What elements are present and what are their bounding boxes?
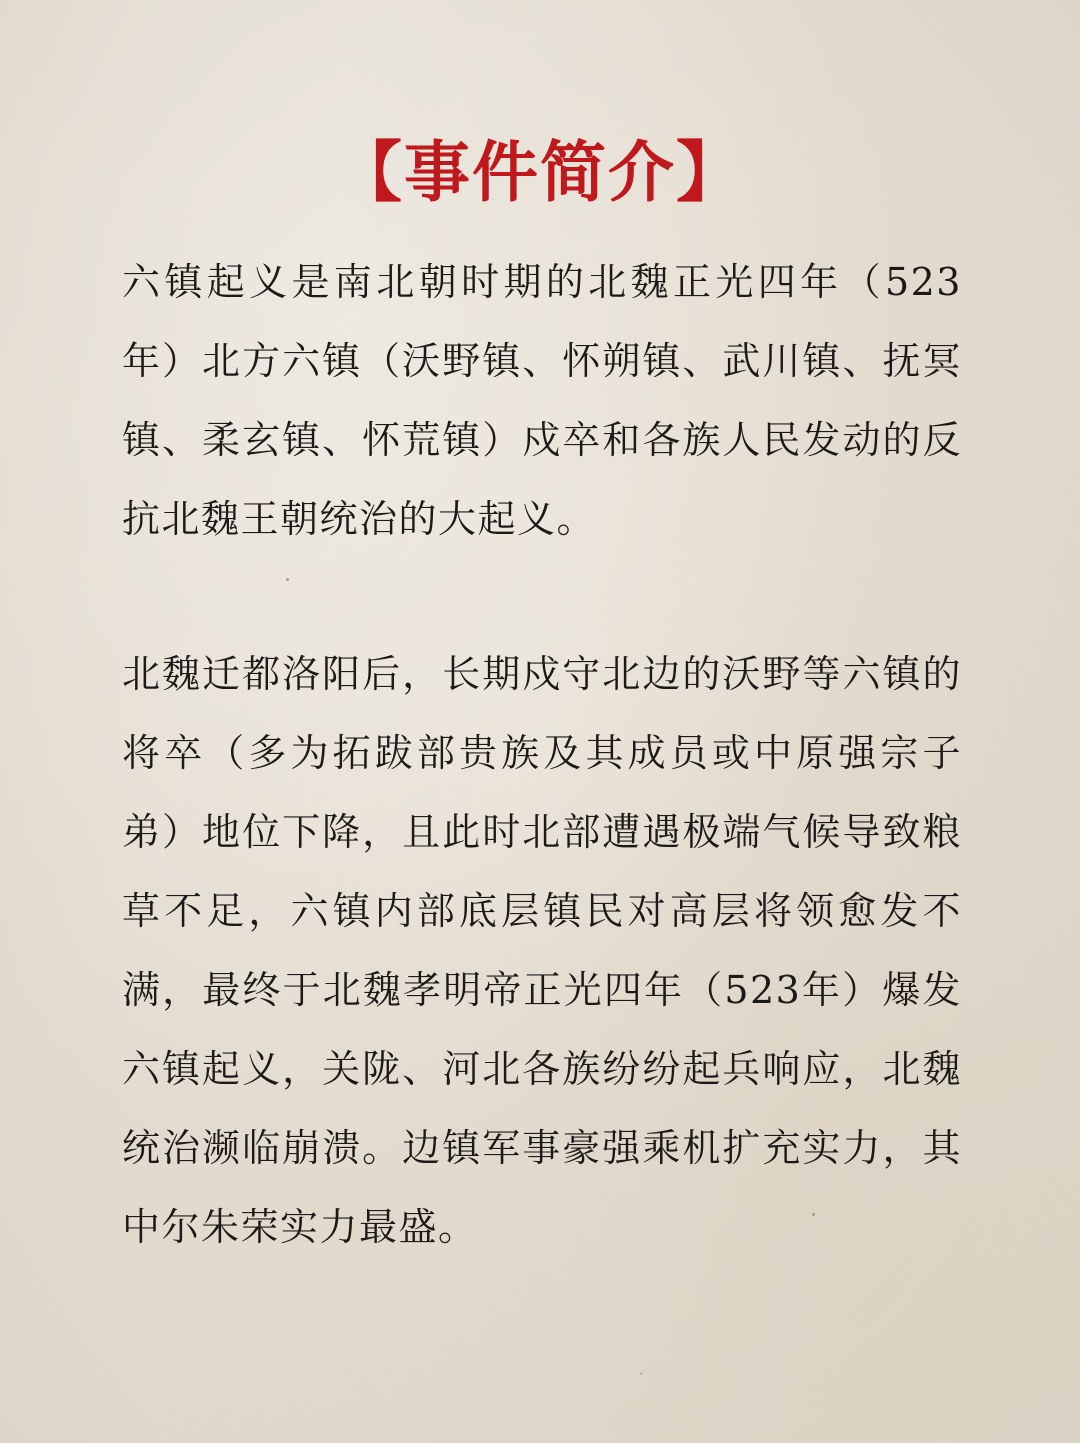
paper-speck [286,578,289,581]
paragraph-background: 北魏迁都洛阳后，长期戍守北边的沃野等六镇的将卒（多为拓跋部贵族及其成员或中原强宗子弟）地位下降，且此时北部遭遇极端气候导致粮草不足，六镇内部底层镇民对高层将领愈发不满，最终于北魏孝明帝正光四年（523年）爆发六镇起义，关陇、河北各族纷纷起兵响应，北魏统治濒临崩溃。边镇军事豪强乘机扩充实力，其中尔朱荣实力最盛。 [122,652,962,1249]
paragraph-intro: 六镇起义是南北朝时期的北魏正光四年（523年）北方六镇（沃野镇、怀朔镇、武川镇、抚冥镇、柔玄镇、怀荒镇）戍卒和各族人民发动的反抗北魏王朝统治的大起义。 [122,260,962,541]
paper-speck [640,1372,643,1375]
page-title: 【事件简介】 [336,134,744,211]
